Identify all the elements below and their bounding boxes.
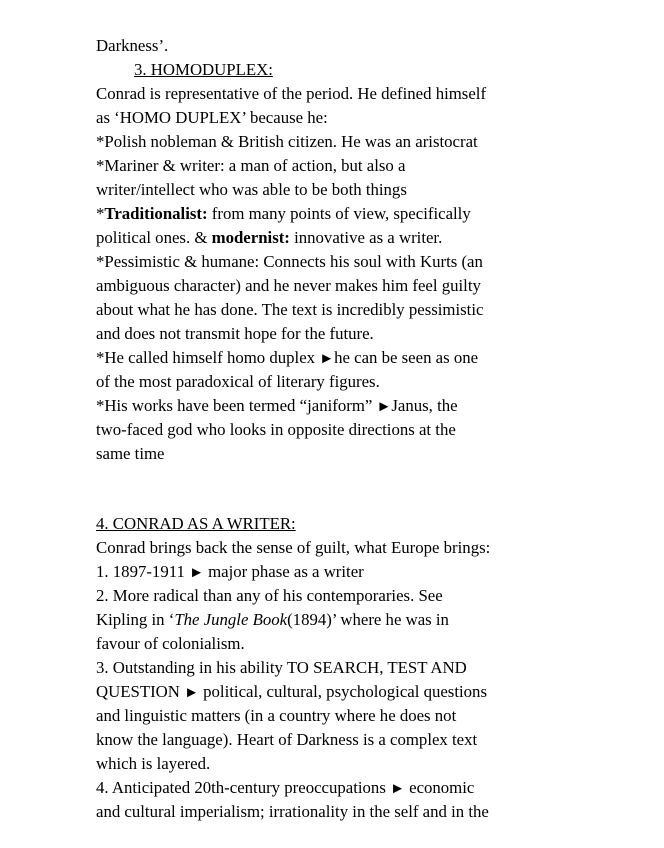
point-6-line-1: *His works have been termed “janiform” ►Janus, the [96, 396, 458, 415]
point-5-line-2: of the most paradoxical of literary figures. [96, 372, 380, 391]
point-4-line-3: about what he has done. The text is incredibly pessimistic [96, 300, 484, 319]
point-5-line-1: *He called himself homo duplex ►he can be seen as one [96, 348, 479, 367]
arrow-icon: ► [184, 685, 199, 701]
item-2-line-3: favour of colonialism. [96, 634, 245, 653]
point-2-line-2: writer/intellect who was able to be both things [96, 180, 407, 199]
point-4-line-1: *Pessimistic & humane: Connects his soul with Kurts (an [96, 252, 483, 271]
item-2-line-1: 2. More radical than any of his contemporaries. See [96, 586, 443, 605]
document-page [96, 34, 576, 824]
traditionalist-term: Traditionalist: [104, 204, 208, 223]
item-3-line-5: which is layered. [96, 754, 211, 773]
arrow-icon: ► [319, 351, 335, 367]
section-3-intro-line-1: Conrad is representative of the period. He defined himself [96, 84, 487, 103]
point-6-line-2: two-faced god who looks in opposite directions at the [96, 420, 456, 439]
section-4-intro: Conrad brings back the sense of guilt, what Europe brings: [96, 538, 491, 557]
section-4-heading [96, 512, 576, 536]
item-3-line-3: and linguistic matters (in a country where he does not [96, 706, 457, 725]
arrow-icon: ► [376, 399, 392, 415]
arrow-icon: ► [189, 565, 204, 581]
book-title: The Jungle Book [174, 610, 288, 629]
point-3-line-2: political ones. & modernist: innovative as a writer. [96, 228, 443, 247]
section-4-heading-text: 4. CONRAD AS A WRITER: [96, 514, 296, 533]
item-1: 1. 1897-1911 ► major phase as a writer [96, 562, 364, 581]
intro-line: Darkness’. [96, 36, 169, 55]
section-gap [96, 466, 576, 512]
point-4-line-4: and does not transmit hope for the future. [96, 324, 374, 343]
item-2-line-2: Kipling in ‘The Jungle Book(1894)’ where he was in [96, 610, 449, 629]
item-3-line-1: 3. Outstanding in his ability TO SEARCH, TEST AND [96, 658, 467, 677]
point-3-line-1: *Traditionalist: from many points of view, specifically [96, 204, 471, 223]
point-6-line-3: same time [96, 444, 165, 463]
point-2-line-1: *Mariner & writer: a man of action, but also a [96, 156, 406, 175]
item-3-line-4: know the language). Heart of Darkness is a complex text [96, 730, 478, 749]
item-3-line-2: QUESTION ► political, cultural, psychological questions [96, 682, 487, 701]
arrow-icon: ► [390, 781, 405, 797]
point-4-line-2: ambiguous character) and he never makes him feel guilty [96, 276, 481, 295]
item-4-line-1: 4. Anticipated 20th-century preoccupations ► economic [96, 778, 475, 797]
section-3-intro-line-2: as ‘HOMO DUPLEX’ because he: [96, 108, 328, 127]
point-1: *Polish nobleman & British citizen. He was an aristocrat [96, 132, 478, 151]
item-4-line-2: and cultural imperialism; irrationality in the self and in the [96, 802, 489, 821]
section-3-heading [96, 58, 576, 82]
modernist-term: modernist: [211, 228, 290, 247]
section-3-heading-text: 3. HOMODUPLEX: [134, 60, 273, 79]
